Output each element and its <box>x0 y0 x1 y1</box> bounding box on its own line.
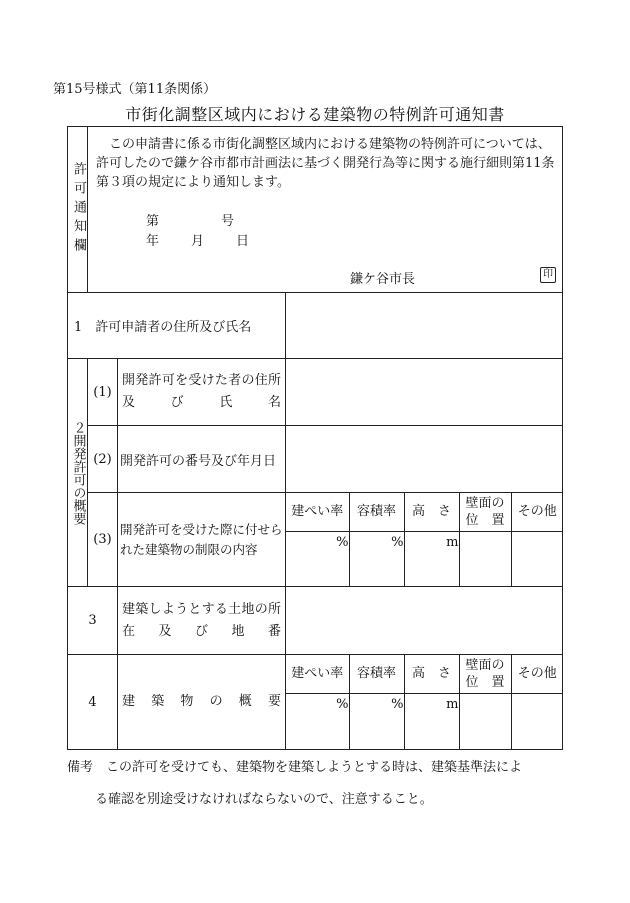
height-unit: m <box>446 534 459 550</box>
row3-label-cell <box>118 587 286 655</box>
building-coverage-unit: % <box>336 696 349 712</box>
item2-number: (2) <box>88 426 118 493</box>
land-location-field[interactable] <box>286 587 563 655</box>
mayor-name: 鎌ケ谷市長 <box>350 272 416 287</box>
building-floor-area-field[interactable] <box>349 693 404 749</box>
floor-area-value-field[interactable] <box>349 531 404 586</box>
building-grid <box>286 655 563 749</box>
restriction-grid <box>286 493 563 586</box>
seal-mark: 印 <box>540 267 556 283</box>
building-header-wall-position: 壁面の位 置 <box>459 655 511 693</box>
header-height: 高 さ <box>404 493 459 531</box>
item2-label: 開発許可の番号及び年月日 <box>120 453 277 469</box>
form-number: 第15号様式（第11条関係） <box>53 82 217 97</box>
row3-number: 3 <box>68 587 118 655</box>
notice-body-cell <box>88 127 563 293</box>
building-wall-position-field[interactable] <box>459 693 511 749</box>
building-floor-area-unit: % <box>391 696 404 712</box>
item1-label: 開発許可を受けた者の住所及び氏名 <box>122 373 281 410</box>
building-other-field[interactable] <box>511 693 563 749</box>
applicant-label-cell <box>68 293 286 359</box>
permit-notice-form <box>67 126 563 750</box>
notice-label: 許可通知欄 <box>71 162 86 257</box>
notice-text: この申請書に係る市街化調整区域内における建築物の特例許可については、許可したので鎌ケ谷市都市計画法に基づく開発行為等に関する施行細則第11条第３項の規定により通知します。 <box>96 137 555 190</box>
row4-label: 建築物の概要 <box>122 694 281 709</box>
header-coverage: 建ぺい率 <box>286 493 349 531</box>
permit-number-date-field[interactable] <box>286 426 563 493</box>
building-grid-cell <box>286 655 563 750</box>
remarks-line-2: る確認を別途受けなければならないので、注意すること。 <box>95 792 433 807</box>
item1-number: (1) <box>88 359 118 426</box>
header-floor-area: 容積率 <box>349 493 404 531</box>
row3-label: 建築しようとする土地の所在及び地番 <box>122 601 281 639</box>
remarks-line-1: 備考 この許可を受けても、建築物を建築しようとする時は、建築基準法によ <box>67 760 523 775</box>
row4-number: 4 <box>68 655 118 750</box>
applicant-field[interactable] <box>286 293 563 359</box>
wall-position-value-field[interactable] <box>459 531 511 586</box>
item1-label-cell <box>118 359 286 426</box>
building-header-coverage: 建ぺい率 <box>286 655 349 693</box>
development-summary-label-cell <box>68 359 88 587</box>
item3-label: 開発許可を受けた際に付せられた建築物の制限の内容 <box>120 521 283 557</box>
coverage-unit: % <box>336 534 349 550</box>
document-title: 市街化調整区域内における建築物の特例許可通知書 <box>125 105 505 124</box>
other-value-field[interactable] <box>511 531 563 586</box>
restriction-grid-cell <box>286 493 563 587</box>
building-header-floor-area: 容積率 <box>349 655 404 693</box>
header-other: その他 <box>511 493 563 531</box>
item2-label-cell <box>118 426 286 493</box>
notice-date-line: 年 月 日 <box>146 234 252 249</box>
row4-label-cell <box>118 655 286 750</box>
building-coverage-field[interactable] <box>286 693 349 749</box>
notice-label-cell <box>68 127 88 293</box>
building-height-field[interactable] <box>404 693 459 749</box>
development-summary-label: ２開発許可の概要 <box>70 420 86 525</box>
building-header-other: その他 <box>511 655 563 693</box>
developer-address-field[interactable] <box>286 359 563 426</box>
applicant-label: 1 許可申請者の住所及び氏名 <box>74 320 252 335</box>
coverage-value-field[interactable] <box>286 531 349 586</box>
item3-label-cell <box>118 493 286 587</box>
height-value-field[interactable] <box>404 531 459 586</box>
notice-number-line: 第 号 <box>146 214 237 229</box>
header-wall-position: 壁面の位 置 <box>459 493 511 531</box>
floor-area-unit: % <box>391 534 404 550</box>
item3-number: (3) <box>88 493 118 587</box>
building-header-height: 高 さ <box>404 655 459 693</box>
building-height-unit: m <box>446 696 459 712</box>
